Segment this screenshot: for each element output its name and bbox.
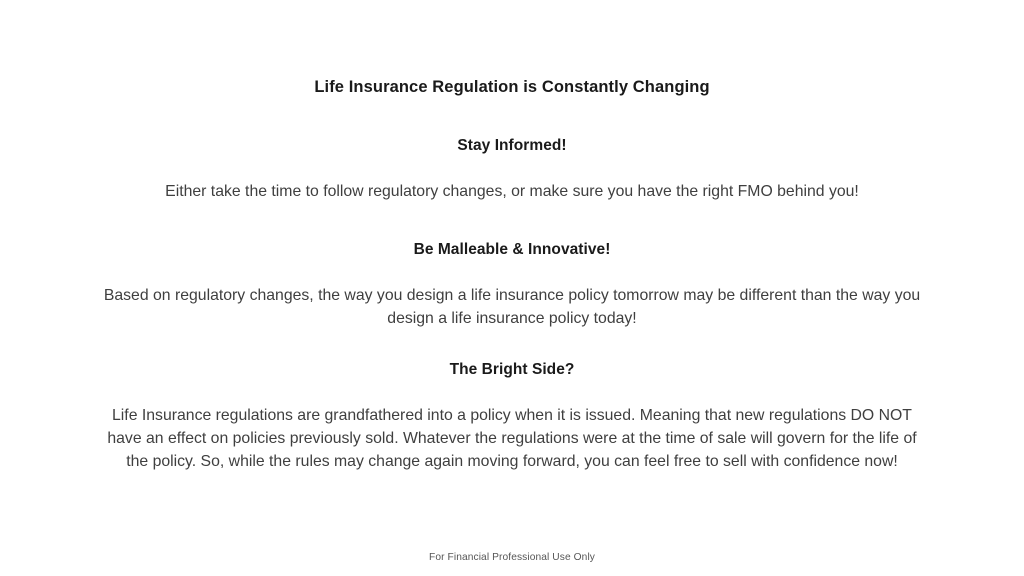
- section-body-bright-side: Life Insurance regulations are grandfathered into a policy when it is issued. Meaning that new regulations DO NOT have an effect on policies previously sold. Whatever the regulations were at the time of sale will govern for the life of the policy. So, while the rules may change again moving forward, you can feel free to sell with confidence now!: [107, 407, 917, 470]
- footer-disclaimer: For Financial Professional Use Only: [429, 552, 595, 563]
- section-heading-be-malleable: Be Malleable & Innovative!: [413, 241, 611, 258]
- page-title: Life Insurance Regulation is Constantly Changing: [314, 78, 710, 96]
- section-heading-bright-side: The Bright Side?: [449, 361, 575, 378]
- spacer: [96, 261, 928, 284]
- spacer: [96, 99, 928, 135]
- section-heading-stay-informed: Stay Informed!: [457, 137, 567, 154]
- slide-content: [96, 76, 928, 473]
- spacer: [96, 203, 928, 239]
- spacer: [96, 157, 928, 180]
- section-body-stay-informed: Either take the time to follow regulatory changes, or make sure you have the right FMO behind you!: [165, 183, 859, 200]
- spacer: [96, 330, 928, 359]
- spacer: [96, 381, 928, 404]
- section-body-be-malleable: Based on regulatory changes, the way you design a life insurance policy tomorrow may be different than the way you design a life insurance policy today!: [103, 287, 921, 327]
